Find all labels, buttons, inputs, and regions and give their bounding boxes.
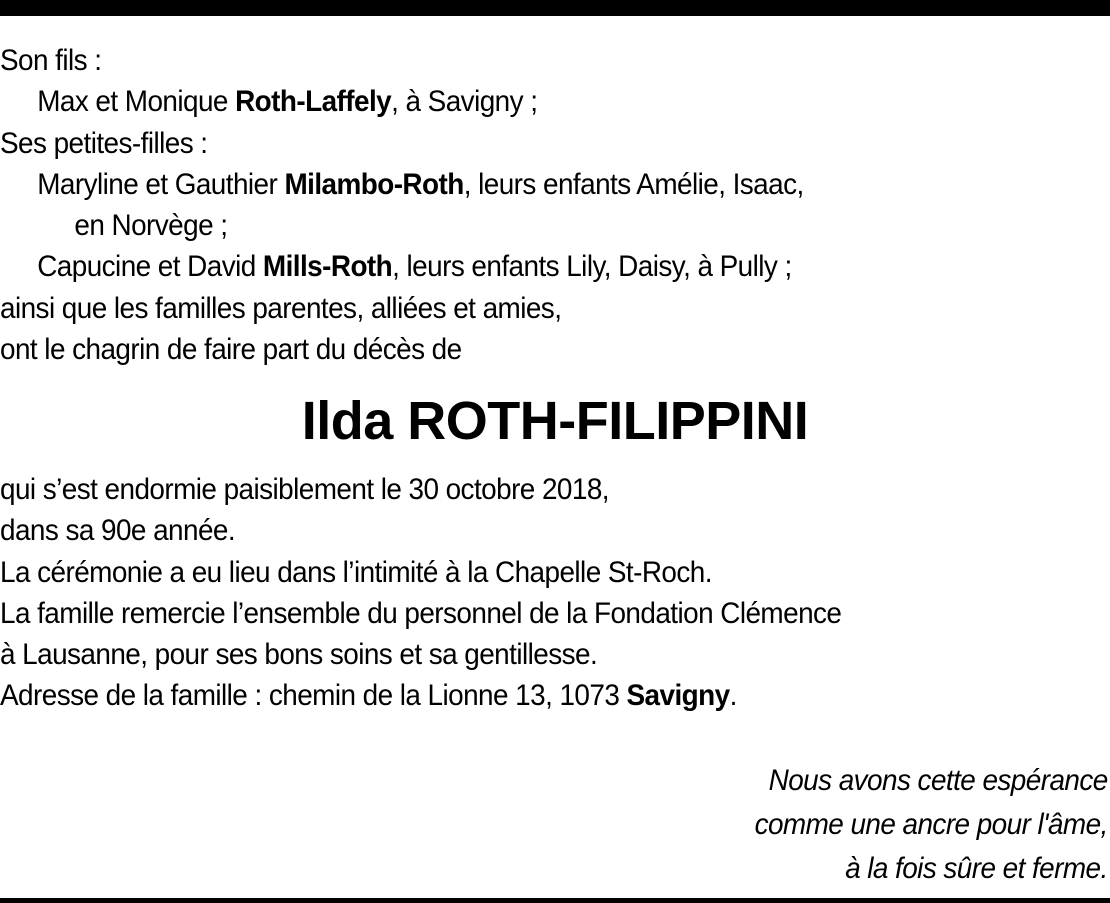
ceremony-line: La cérémonie a eu lieu dans l’intimité à la Chapelle St-Roch.	[0, 555, 712, 589]
top-rule	[0, 0, 1110, 16]
announcement-line: ont le chagrin de faire part du décès de	[0, 333, 462, 367]
son-names: Max et Monique	[37, 85, 236, 119]
details	[0, 469, 1032, 717]
family-list	[0, 40, 1032, 370]
son-surname: Roth-Laffely	[235, 85, 392, 119]
thanks-line-cont: à Lausanne, pour ses bons soins et sa gentillesse.	[0, 638, 598, 672]
bottom-rule	[0, 898, 1110, 903]
son-heading: Son fils :	[0, 44, 102, 77]
deceased-name: Ilda ROTH-FILIPPINI	[301, 391, 809, 451]
granddaughter-2-children: , leurs enfants Lily, Daisy, à Pully ;	[392, 250, 792, 284]
address-text: Adresse de la famille : chemin de la Lionne 13, 1073	[0, 679, 627, 713]
family-address	[0, 675, 1032, 716]
quote-line-1: Nous avons cette espérance	[768, 764, 1108, 797]
age-line: dans sa 90e année.	[0, 514, 236, 548]
quote-line-3: à la fois sûre et ferme.	[845, 852, 1108, 885]
families-line: ainsi que les familles parentes, alliées et amies,	[0, 291, 562, 325]
granddaughter-1-location: en Norvège ;	[74, 209, 228, 243]
closing-quote	[755, 759, 1108, 891]
son-location: , à Savigny ;	[391, 85, 538, 119]
address-town: Savigny	[626, 679, 730, 713]
granddaughter-1-surname: Milambo-Roth	[284, 167, 464, 201]
granddaughter-2-names: Capucine et David	[37, 250, 263, 284]
granddaughters-heading: Ses petites-filles :	[0, 126, 208, 160]
thanks-line: La famille remercie l’ensemble du personnel de la Fondation Clémence	[0, 596, 842, 630]
quote-line-2: comme une ancre pour l'âme,	[754, 808, 1108, 841]
granddaughter-2-line	[0, 246, 1032, 287]
address-period: .	[729, 679, 737, 713]
granddaughter-1-names: Maryline et Gauthier	[37, 167, 285, 201]
son-line	[0, 81, 1032, 122]
granddaughter-1-children: , leurs enfants Amélie, Isaac,	[463, 167, 804, 201]
granddaughter-2-surname: Mills-Roth	[262, 250, 393, 284]
passing-line: qui s’est endormie paisiblement le 30 octobre 2018,	[0, 473, 609, 506]
granddaughter-1-line	[0, 164, 1032, 205]
